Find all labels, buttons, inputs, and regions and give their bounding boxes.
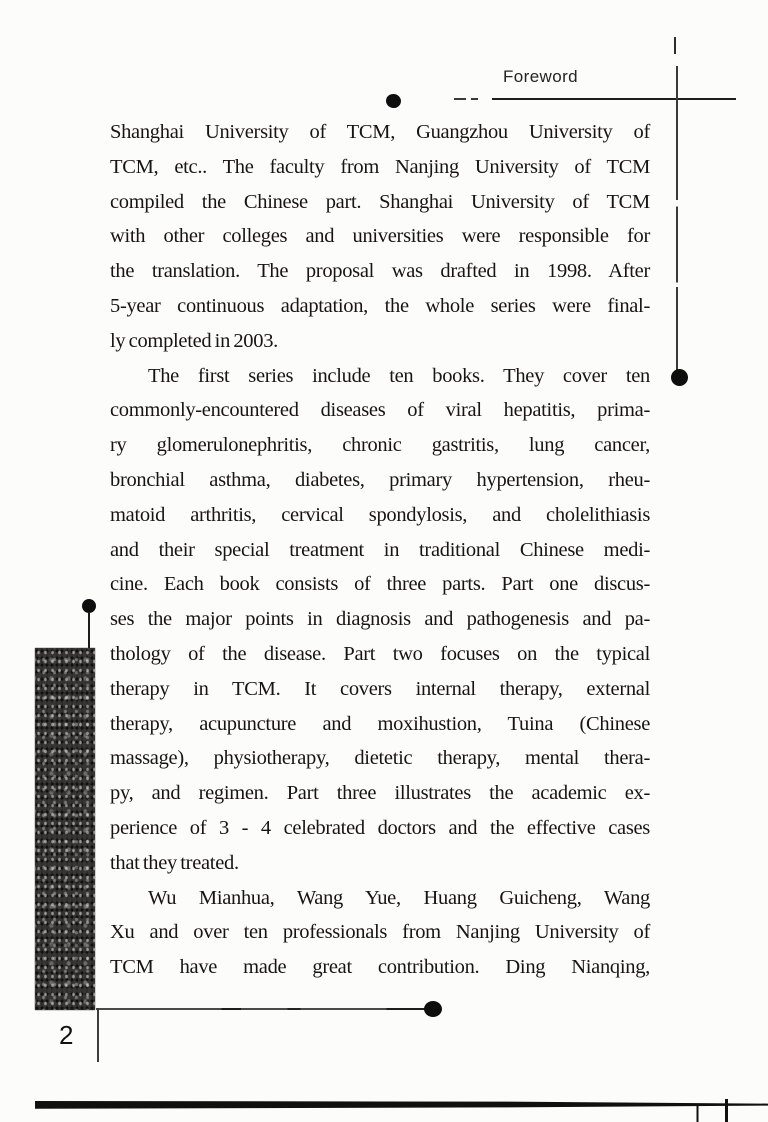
text-line: thology of the disease. Part two focuses on the typical: [110, 642, 650, 665]
text-line: Shanghai University of TCM, Guangzhou University of: [110, 121, 650, 143]
text-line: The first series include ten books. They cover ten: [148, 364, 650, 387]
page-number: 2: [59, 1020, 74, 1050]
header-rule: [492, 98, 736, 100]
text-line: TCM, etc.. The faculty from Nanjing University of TCM: [110, 155, 650, 178]
text-line: cine. Each book consists of three parts. Part one discus-: [110, 573, 650, 596]
text-line: and their special treatment in traditional Chinese medi-: [110, 538, 650, 561]
text-line: bronchial asthma, diabetes, primary hypertension, rheu-: [110, 468, 650, 491]
text-line: ry glomerulonephritis, chronic gastritis, lung cancer,: [110, 434, 650, 457]
text-line: ses the major points in diagnosis and pathogenesis and pa-: [110, 608, 650, 631]
bullet-dot-icon: [385, 93, 403, 110]
text-line: py, and regimen. Part three illustrates the academic ex-: [110, 782, 650, 805]
body-text: [110, 115, 650, 985]
margin-texture-bar: [35, 648, 95, 1010]
header-dash: [471, 98, 478, 100]
text-line: that they treated.: [110, 851, 239, 874]
text-line: TCM have made great contribution. Ding Nianqing,: [110, 956, 650, 979]
text-line: therapy, acupuncture and moxihustion, Tuina (Chinese: [110, 712, 650, 735]
text-line: perience of 3 - 4 celebrated doctors and the effective cases: [110, 816, 650, 839]
right-margin-line: [676, 66, 678, 371]
footer-rule: [96, 1008, 426, 1010]
text-line: commonly-encountered diseases of viral hepatitis, prima-: [110, 399, 650, 422]
text-line: therapy in TCM. It covers internal therapy, external: [110, 677, 650, 700]
text-line: the translation. The proposal was drafted in 1998. After: [110, 260, 650, 283]
bullet-dot-icon: [424, 1001, 442, 1017]
footer-margin-line: [97, 1008, 99, 1062]
text-line: matoid arthritis, cervical spondylosis, and cholelithiasis: [110, 503, 650, 526]
text-line: massage), physiotherapy, dietetic therapy, mental thera-: [110, 747, 650, 770]
header-dash: [454, 98, 466, 100]
text-line: Wu Mianhua, Wang Yue, Huang Guicheng, Wang: [148, 886, 650, 909]
text-line: Xu and over ten professionals from Nanjing University of: [110, 921, 650, 944]
page-header-title: Foreword: [503, 67, 579, 86]
text-line: ly completed in 2003.: [110, 329, 278, 352]
bullet-dot-icon: [82, 599, 96, 613]
text-line: with other colleges and universities were responsible for: [110, 225, 650, 248]
margin-tick: [674, 37, 676, 54]
text-line: 5-year continuous adaptation, the whole series were final-: [110, 294, 650, 317]
bullet-dot-icon: [671, 369, 688, 386]
text-line: compiled the Chinese part. Shanghai University of TCM: [110, 190, 650, 213]
left-margin-stem: [88, 612, 90, 650]
